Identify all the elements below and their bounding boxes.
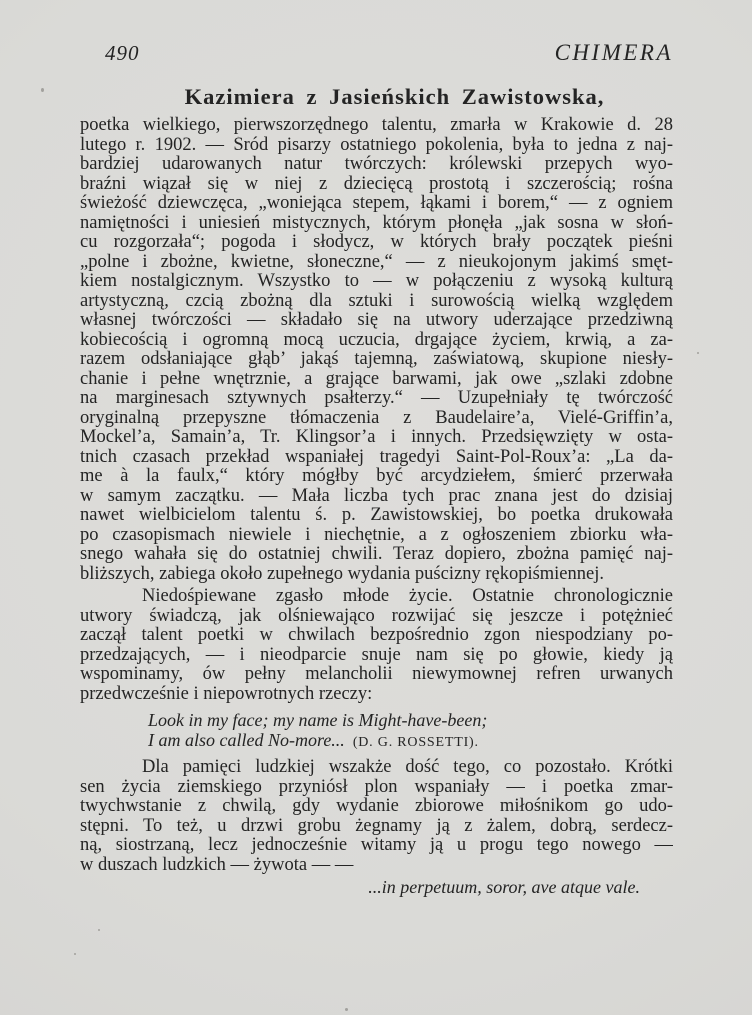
article-title: Kazimiera z Jasieńskich Zawistowska, [184, 84, 605, 109]
page-number: 490 [105, 41, 140, 65]
text-line: nawet wielbicielom talentu ś. p. Zawistowskiej, bo poetka drukowała [80, 506, 673, 525]
page-content [80, 0, 673, 897]
text-line: bardziej udarowanych natur twórczych: królewski przepych wyo- [80, 155, 673, 174]
text-line: artystyczną, czcią zbożną dla sztuki i surowością wielką względem [80, 291, 673, 311]
text-line: bliższych, zabiega około zupełnego wydania puścizny rękopiśmiennej. [80, 564, 604, 584]
text-line: namiętności i uniesień mistycznych, którym płonęła „jak sosna w słoń- [80, 213, 673, 233]
paper-speck [697, 352, 699, 354]
text-line: po czasopismach niewiele i niechętnie, a z ogłoszeniem zbiorku wła- [80, 525, 673, 545]
text-line: braźni wiązał się w niej z dziecięcą prostotą i szczerością; rośna [80, 174, 673, 194]
poem-quote [148, 710, 673, 753]
text-line: Mockel’a, Samain’a, Tr. Klingsor’a i innych. Przedsięwzięty w osta- [80, 428, 673, 447]
text-line: twychwstanie z chwilą, gdy wydanie zbiorowe miłośnikom go udo- [80, 797, 673, 816]
text-line: me à la faulx,“ który mógłby być arcydziełem, śmierć przerwała [80, 467, 673, 486]
text-line: cu rozgorzała“; pogoda i słodycz, w których brały początek pieśni [80, 233, 673, 252]
text-line: przedwcześnie i niepowrotnych rzeczy: [80, 684, 373, 704]
poem-line-text: I am also called No-more... [148, 730, 345, 750]
paragraph-farewell [80, 758, 673, 875]
text-line: poetka wielkiego, pierwszorzędnego talentu, zmarła w Krakowie d. 28 [80, 116, 673, 135]
text-line: lutego r. 1902. — Śród pisarzy ostatniego pokolenia, była to jedna z naj- [80, 135, 673, 155]
text-line: stępni. To też, u drzwi grobu żegnamy ją z żalem, dobrą, serdecz- [80, 816, 673, 836]
text-line: Dla pamięci ludzkiej wszakże dość tego, co pozostało. Krótki [142, 758, 673, 777]
text-line: chanie i pełne wnętrznie, a grające barwami, jak owe „szlaki zdobne [80, 369, 673, 389]
paper-speck [74, 953, 76, 955]
text-line: razem odsłaniające głąb’ jakąś tajemną, zaświatową, skupione niesły- [80, 350, 673, 369]
text-line: tnich czasach przekład wspaniałej tragedyi Saint-Pol-Roux’a: „La da- [80, 447, 673, 467]
text-line: kobiecością i ogromną mocą uczucia, drgające życiem, krwią, a za- [80, 330, 673, 350]
closing-latin-line: ...in perpetuum, soror, ave atque vale. [368, 877, 640, 897]
running-header [80, 40, 673, 66]
text-line: Niedośpiewane zgasło młode życie. Ostatnie chronologicznie [142, 587, 673, 606]
poem-attribution: (D. G. ROSSETTI). [352, 735, 479, 750]
paper-speck [41, 88, 44, 92]
poem-line [148, 730, 673, 753]
text-line: oryginalną przepyszne tłómaczenia z Baudelaire’a, Vielé-Griffin’a, [80, 408, 673, 428]
text-line: zaczął talent poetki w chwilach bezpośrednio zgon niespodziany po- [80, 626, 673, 645]
text-line: własnej twórczości — składało się na utwory uderzające przedziwną [80, 311, 673, 330]
poem-line: Look in my face; my name is Might-have-been; [148, 710, 488, 730]
text-line: w samym zaczątku. — Mała liczba tych prac znana jest do dzisiaj [80, 486, 673, 506]
paragraph-last-works [80, 587, 673, 704]
paper-speck [345, 1008, 348, 1011]
text-line: wspominamy, ów pełny melancholii niewymownej refren urwanych [80, 665, 673, 684]
text-line: snego wahała się do ostatniej chwili. Teraz dopiero, zbożna pamięć naj- [80, 545, 673, 564]
text-line: kiem nostalgicznym. Wszystko to — w połączeniu z wysoką kulturą [80, 272, 673, 291]
text-line: utwory świadczą, jak olśniewająco rozwijać się jeszcze i potężnieć [80, 606, 673, 626]
paragraph-obituary-intro [80, 116, 673, 584]
text-line: na marginesach sztywnych psałterzy.“ — Uzupełniały tę twórczość [80, 389, 673, 408]
text-line: w duszach ludzkich — żywota — — [80, 855, 354, 875]
text-line: przedzających, — i nieodparcie snuje nam się po głowie, kiedy ją [80, 645, 673, 665]
paper-speck [98, 929, 100, 931]
text-line: świeżość dziewczęca, „woniejąca stepem, łąkami i borem,“ — z ogniem [80, 194, 673, 213]
text-line: sen życia ziemskiego przyniósł plon wspaniały — i poetka zmar- [80, 777, 673, 797]
journal-title: CHIMERA [554, 40, 673, 65]
text-line: „polne i zbożne, kwietne, słoneczne,“ — z nieukojonym jakimś smęt- [80, 252, 673, 272]
text-line: ną, siostrzaną, lecz jednocześnie witamy ją u progu tego nowego — [80, 836, 673, 855]
